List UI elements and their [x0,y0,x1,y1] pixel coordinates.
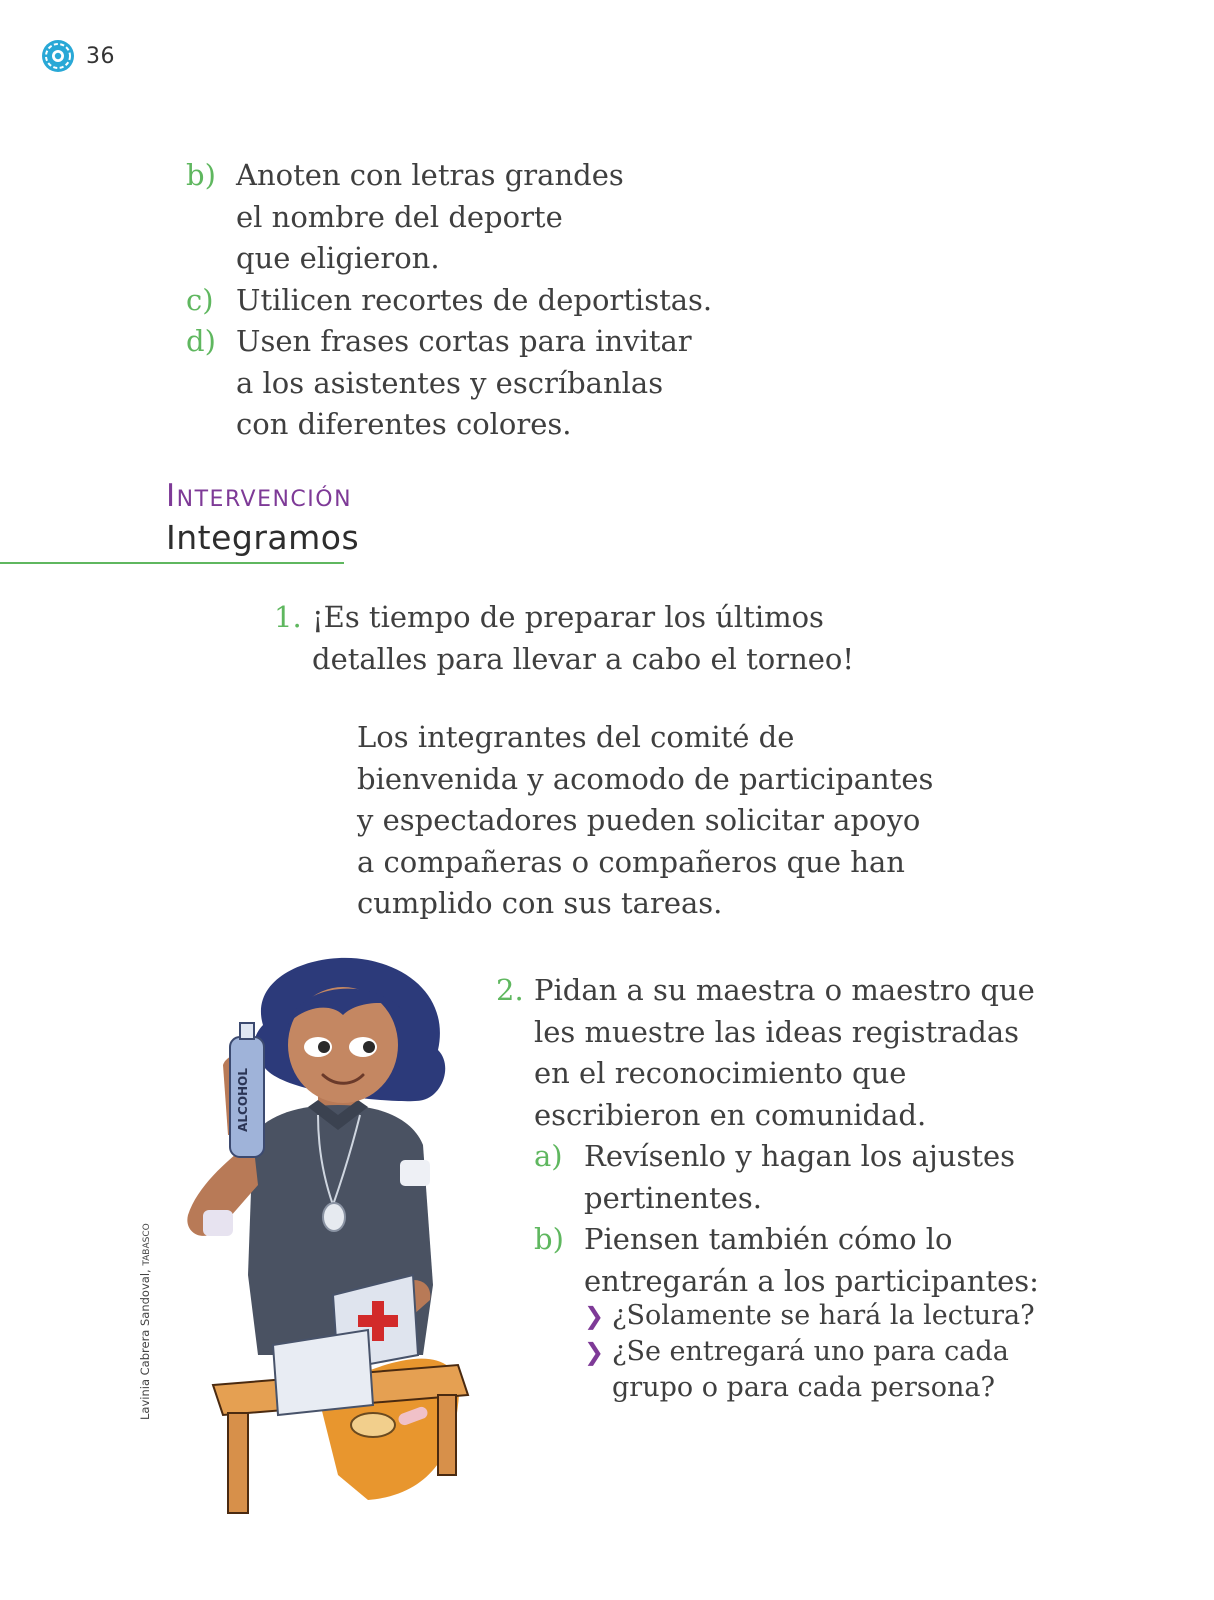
committee-paragraph [357,717,933,925]
list-item-c [186,280,712,322]
substep-marker: a) [534,1139,563,1173]
illustration-credit [138,1223,152,1420]
list-marker: d) [186,324,216,358]
step-line: Pidan a su maestra o maestro que [534,973,1035,1007]
list-line: a los asistentes y escríbanlas [236,365,664,400]
list-line: con diferentes colores. [236,407,572,441]
bullet-item [584,1334,1039,1370]
bullet-line: ¿Se entregará uno para cada [612,1336,1009,1367]
page-emblem-icon [40,38,76,74]
section-divider [0,562,344,564]
paragraph-line: bienvenida y acomodo de participantes [357,761,934,796]
chevron-right-icon: ❯ [584,1302,605,1330]
credit-place: TABASCO [142,1223,152,1266]
list-line: el nombre del deporte [236,199,563,234]
bullet-item [584,1298,1039,1334]
substep-line: pertinentes. [584,1180,762,1215]
bullet-continuation [584,1370,1039,1406]
substep-line: entregarán a los participantes: [584,1263,1039,1298]
step-line: escribieron en comunidad. [534,1097,927,1132]
list-line: Usen frases cortas para invitar [236,324,692,358]
list-item-b [186,155,712,446]
paragraph-line: Los integrantes del comité de [357,720,795,754]
credit-author: Lavinia Cabrera Sandoval, [138,1269,152,1420]
substep-b [534,1219,1039,1406]
bullet-line: grupo o para cada persona? [612,1372,995,1403]
list-marker: b) [186,158,216,192]
bottle-label: ALCOHOL [236,1068,250,1132]
list-line: Utilicen recortes de deportistas. [236,282,713,317]
step-marker: 1. [274,600,302,634]
list-marker: c) [186,282,214,317]
bullet-line: ¿Solamente se hará la lectura? [612,1300,1035,1331]
list-line: que eligieron. [236,241,440,275]
step-2 [496,970,1039,1406]
chevron-right-icon: ❯ [584,1338,605,1366]
step-line: detalles para llevar a cabo el torneo! [312,641,855,676]
list-item-d [186,321,712,446]
step-marker: 2. [496,973,524,1007]
paragraph-line: a compañeras o compañeros que han [357,844,905,879]
page-number-text: 36 [86,43,115,69]
page-number [40,38,115,74]
paragraph-line: cumplido con sus tareas. [357,886,723,920]
substep-a [534,1136,1039,1219]
list-line: Anoten con letras grandes [236,158,624,192]
section-title: Integramos [166,518,360,557]
substep-marker: b) [534,1222,564,1256]
step-line: en el reconocimiento que [534,1056,907,1090]
substep-line: Revísenlo y hagan los ajustes [584,1139,1016,1173]
step-line: les muestre las ideas registradas [534,1014,1019,1049]
paragraph-line: y espectadores pueden solicitar apoyo [357,803,921,837]
step-line: ¡Es tiempo de preparar los últimos [312,600,824,634]
substep-line: Piensen también cómo lo [584,1222,953,1256]
step-1 [274,597,854,680]
section-label: Intervención [166,478,353,514]
first-aid-student-illustration [168,955,488,1525]
